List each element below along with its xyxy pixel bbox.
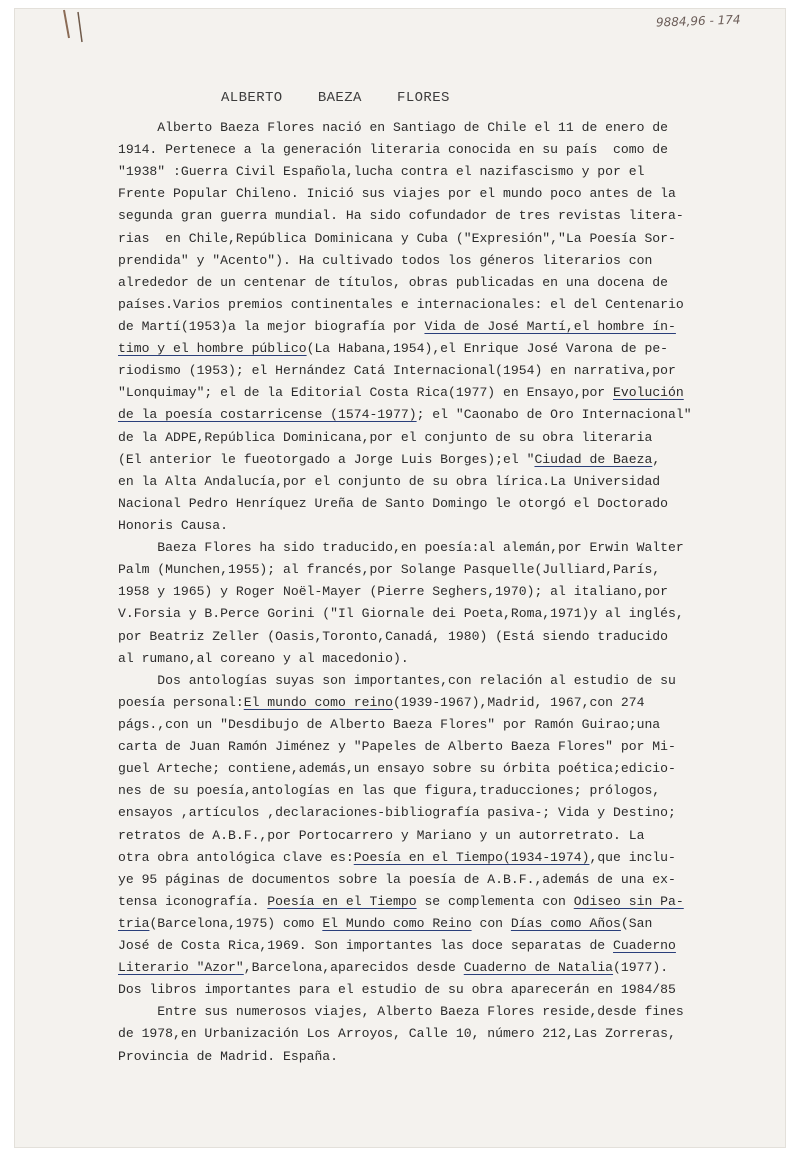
text-line bbox=[118, 869, 783, 891]
underlined-work-title: timo y el hombre público bbox=[118, 341, 307, 357]
underlined-work-title: Literario "Azor" bbox=[118, 960, 244, 976]
text-segment: "1938" :Guerra Civil Española,lucha contra el nazifascismo y por el bbox=[118, 164, 645, 180]
text-segment: con bbox=[471, 915, 511, 931]
underlined-work-title: de la poesía costarricense (1574-1977) bbox=[118, 407, 417, 423]
text-line bbox=[118, 581, 783, 603]
text-segment: (1939-1967),Madrid, 1967,con 274 bbox=[393, 694, 645, 710]
text-segment: ye 95 páginas de documentos sobre la poesía de A.B.F.,además de una ex- bbox=[118, 871, 676, 887]
underlined-work-title: Cuaderno de Natalia bbox=[463, 960, 614, 976]
text-segment: se complementa con bbox=[416, 893, 574, 909]
text-line bbox=[118, 648, 783, 670]
text-line bbox=[118, 250, 783, 272]
text-segment: guel Arteche; contiene,además,un ensayo sobre su órbita poética;edicio- bbox=[118, 761, 676, 777]
text-line bbox=[118, 161, 783, 183]
underlined-work-title: El mundo como reino bbox=[243, 694, 394, 710]
text-segment: (Barcelona,1975) como bbox=[149, 915, 323, 931]
text-line bbox=[118, 825, 783, 847]
text-segment: carta de Juan Ramón Jiménez y "Papeles de Alberto Baeza Flores" por Mi- bbox=[118, 739, 676, 755]
text-segment: nes de su poesía,antologías en las que figura,traducciones; prólogos, bbox=[118, 783, 661, 799]
text-line bbox=[118, 449, 783, 471]
text-segment: ,Barcelona,aparecidos desde bbox=[243, 960, 464, 976]
text-line bbox=[118, 736, 783, 758]
text-segment: , bbox=[652, 451, 661, 467]
text-segment: ensayos ,artículos ,declaraciones-bibliografía pasiva-; Vida y Destino; bbox=[118, 805, 676, 821]
underlined-work-title: Vida de José Martí,el hombre ín- bbox=[424, 318, 676, 334]
underlined-work-title: Cuaderno bbox=[613, 938, 676, 954]
text-segment: (1977). bbox=[613, 960, 669, 976]
underlined-work-title: Poesía en el Tiempo bbox=[267, 893, 417, 909]
text-segment: (La Habana,1954),el Enrique José Varona de pe- bbox=[306, 341, 669, 357]
text-line bbox=[118, 404, 783, 426]
archive-reference-note: 9884,96 - 174 bbox=[655, 12, 741, 30]
text-segment: Honoris Causa. bbox=[118, 517, 229, 533]
text-segment: Provincia de Madrid. España. bbox=[118, 1048, 339, 1064]
text-segment: V.Forsia y B.Perce Gorini ("Il Giornale dei Poeta,Roma,1971)y al inglés, bbox=[118, 606, 684, 622]
text-line bbox=[118, 205, 783, 227]
text-line bbox=[118, 758, 783, 780]
text-line bbox=[118, 780, 783, 802]
text-line bbox=[118, 139, 783, 161]
text-segment: prendida" y "Acento"). Ha cultivado todos los géneros literarios con bbox=[118, 252, 653, 268]
text-segment: rias en Chile,República Dominicana y Cuba ("Expresión","La Poesía Sor- bbox=[118, 230, 676, 246]
text-segment: ; el "Caonabo de Oro Internacional" bbox=[416, 407, 692, 423]
text-segment: retratos de A.B.F.,por Portocarrero y Mariano y un autorretrato. La bbox=[118, 827, 645, 843]
text-segment: de la ADPE,República Dominicana,por el conjunto de su obra literaria bbox=[118, 429, 653, 445]
text-segment: Alberto Baeza Flores nació en Santiago de Chile el 11 de enero de bbox=[118, 120, 669, 135]
text-line bbox=[118, 117, 783, 139]
text-line bbox=[118, 979, 783, 1001]
text-segment: págs.,con un "Desdibujo de Alberto Baeza Flores" por Ramón Guirao;una bbox=[118, 716, 661, 732]
text-segment: países.Varios premios continentales e internacionales: el del Centenario bbox=[118, 296, 684, 312]
text-segment: en la Alta Andalucía,por el conjunto de su obra lírica.La Universidad bbox=[118, 473, 661, 489]
underlined-work-title: tria bbox=[118, 915, 150, 931]
text-line bbox=[118, 294, 783, 316]
text-segment: Entre sus numerosos viajes, Alberto Baeza Flores reside,desde fines bbox=[118, 1004, 684, 1020]
text-segment: Dos libros importantes para el estudio de su obra aparecerán en 1984/85 bbox=[118, 982, 676, 998]
text-line bbox=[118, 183, 783, 205]
underlined-work-title: Poesía en el Tiempo(1934-1974) bbox=[353, 849, 590, 865]
text-segment: poesía personal: bbox=[118, 694, 244, 710]
text-segment: tensa iconografía. bbox=[118, 893, 268, 909]
text-segment: segunda gran guerra mundial. Ha sido cofundador de tres revistas litera- bbox=[118, 208, 684, 224]
text-segment: 1914. Pertenece a la generación literaria conocida en su país como de bbox=[118, 142, 669, 158]
text-line bbox=[118, 847, 783, 869]
text-segment: (San bbox=[620, 915, 653, 931]
text-line bbox=[118, 228, 783, 250]
text-line bbox=[118, 471, 783, 493]
text-segment: José de Costa Rica,1969. Son importantes las doce separatas de bbox=[118, 938, 614, 954]
underlined-work-title: Ciudad de Baeza bbox=[534, 451, 653, 467]
text-segment: por Beatriz Zeller (Oasis,Toronto,Canadá, 1980) (Está siendo traducido bbox=[118, 628, 669, 644]
text-segment: otra obra antológica clave es: bbox=[118, 849, 354, 865]
text-line bbox=[118, 493, 783, 515]
text-segment: "Lonquimay"; el de la Editorial Costa Rica(1977) en Ensayo,por bbox=[118, 385, 614, 401]
text-line bbox=[118, 935, 783, 957]
text-line bbox=[118, 1046, 783, 1068]
paper-fold-mark bbox=[60, 8, 90, 48]
text-segment: alrededor de un centenar de títulos, obras publicadas en una docena de bbox=[118, 274, 669, 290]
text-segment: 1958 y 1965) y Roger Noël-Mayer (Pierre Seghers,1970); al italiano,por bbox=[118, 584, 669, 600]
text-segment: Baeza Flores ha sido traducido,en poesía:al alemán,por Erwin Walter bbox=[118, 540, 684, 556]
text-line bbox=[118, 382, 783, 404]
text-line bbox=[118, 603, 783, 625]
text-line bbox=[118, 559, 783, 581]
text-line bbox=[118, 272, 783, 294]
text-line bbox=[118, 891, 783, 913]
text-line bbox=[118, 360, 783, 382]
text-line bbox=[118, 626, 783, 648]
text-segment: Palm (Munchen,1955); al francés,por Solange Pasquelle(Julliard,París, bbox=[118, 562, 661, 578]
text-line bbox=[118, 1001, 783, 1023]
document-title: ALBERTO BAEZA FLORES bbox=[221, 90, 450, 106]
text-line bbox=[118, 338, 783, 360]
text-segment: (El anterior le fueotorgado a Jorge Luis Borges);el " bbox=[118, 451, 535, 467]
text-line bbox=[118, 692, 783, 714]
text-line bbox=[118, 427, 783, 449]
text-line bbox=[118, 714, 783, 736]
underlined-work-title: Odiseo sin Pa- bbox=[573, 893, 684, 909]
text-segment: Nacional Pedro Henríquez Ureña de Santo Domingo le otorgó el Doctorado bbox=[118, 495, 669, 511]
text-segment: Frente Popular Chileno. Inició sus viajes por el mundo poco antes de la bbox=[118, 186, 676, 202]
text-segment: al rumano,al coreano y al macedonio). bbox=[118, 650, 409, 666]
text-line bbox=[118, 957, 783, 979]
text-segment: ,que inclu- bbox=[589, 849, 676, 865]
text-line bbox=[118, 913, 783, 935]
text-line bbox=[118, 537, 783, 559]
text-line bbox=[118, 316, 783, 338]
text-line bbox=[118, 802, 783, 824]
text-segment: riodismo (1953); el Hernández Catá Internacional(1954) en narrativa,por bbox=[118, 363, 676, 379]
text-line bbox=[118, 1023, 783, 1045]
underlined-work-title: Días como Años bbox=[510, 915, 621, 931]
underlined-work-title: Evolución bbox=[613, 385, 684, 401]
text-segment: Dos antologías suyas son importantes,con relación al estudio de su bbox=[118, 672, 676, 688]
underlined-work-title: El Mundo como Reino bbox=[322, 915, 472, 931]
text-line bbox=[118, 515, 783, 537]
text-segment: de 1978,en Urbanización Los Arroyos, Calle 10, número 212,Las Zorreras, bbox=[118, 1026, 676, 1042]
text-line bbox=[118, 670, 783, 692]
text-segment: de Martí(1953)a la mejor biografía por bbox=[118, 318, 425, 334]
biography-body bbox=[118, 117, 783, 1068]
